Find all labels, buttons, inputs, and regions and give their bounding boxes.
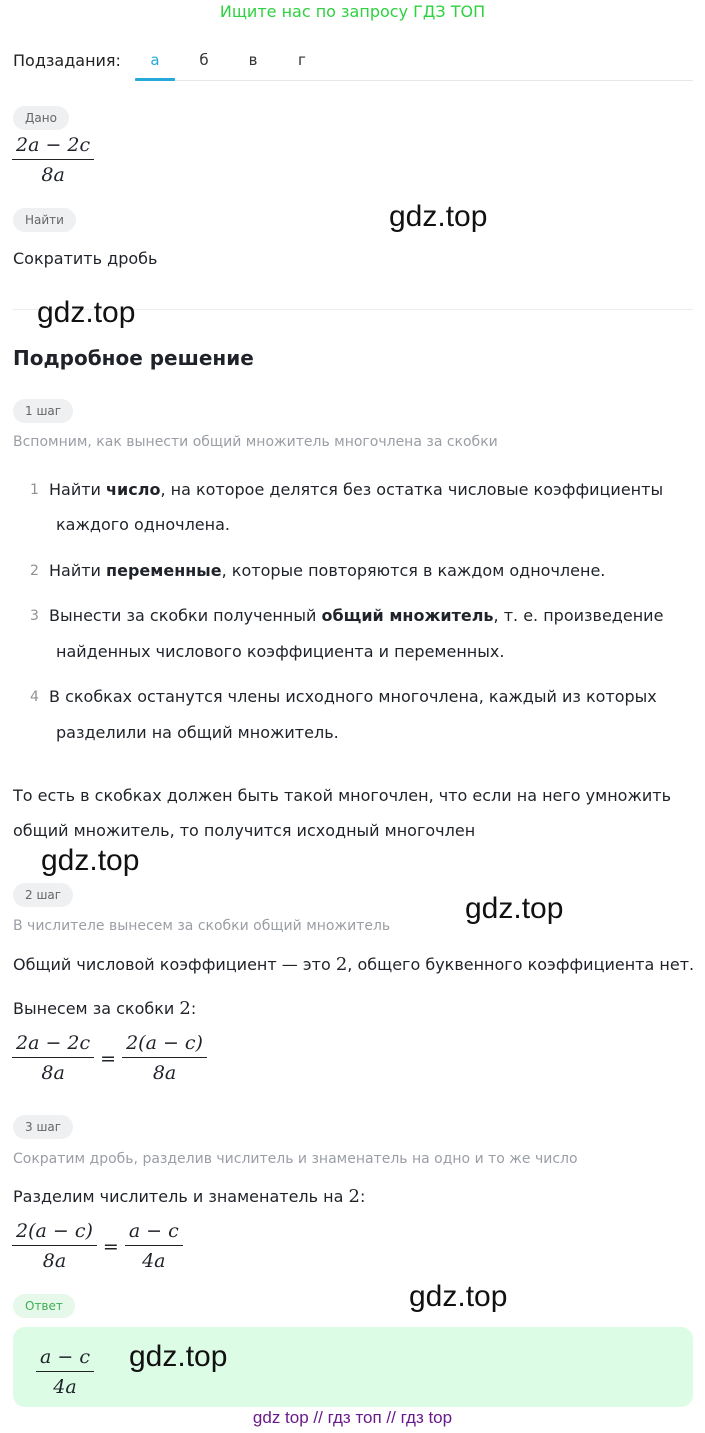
list-item-number: 3 xyxy=(30,608,39,624)
subtasks-label: Подзадания: xyxy=(13,51,121,70)
step2-line-2: Вынесем за скобки 2: xyxy=(13,998,197,1019)
rhs-numerator: 2(a − c) xyxy=(126,1032,203,1054)
step2-chip: 2 шаг xyxy=(13,883,73,907)
search-banner: Ищите нас по запросу ГДЗ ТОП xyxy=(219,2,486,21)
list-item-continuation: каждого одночлена. xyxy=(56,515,230,534)
list-item: Вынести за скобки полученный общий множитель, т. е. произведение xyxy=(49,606,664,625)
list-item-continuation: найденных числового коэффициента и переменных. xyxy=(56,642,505,661)
answer-box xyxy=(13,1327,693,1407)
answer-denominator: 4a xyxy=(53,1376,77,1398)
watermark: gdz.top xyxy=(41,844,140,877)
list-item: В скобках останутся члены исходного многочлена, каждый из которых xyxy=(49,687,657,706)
lhs-numerator: 2(a − c) xyxy=(16,1220,93,1242)
given-fraction xyxy=(12,136,94,185)
tab-g[interactable]: г xyxy=(298,51,306,69)
step1-caption: Вспомним, как вынести общий множитель многочлена за скобки xyxy=(13,434,498,450)
step2-line-1: Общий числовой коэффициент — это 2, общего буквенного коэффициента нет. xyxy=(13,954,695,975)
active-tab-indicator xyxy=(135,78,175,81)
step3-line: Разделим числитель и знаменатель на 2: xyxy=(13,1186,366,1207)
list-item-number: 4 xyxy=(30,689,39,705)
answer-numerator: a − c xyxy=(40,1346,90,1368)
step1-chip: 1 шаг xyxy=(13,399,73,423)
answer-fraction xyxy=(36,1348,94,1397)
watermark: gdz.top xyxy=(37,296,136,329)
tab-a[interactable]: а xyxy=(150,51,160,69)
find-chip: Найти xyxy=(13,208,76,232)
rhs-denominator: 4a xyxy=(142,1250,166,1272)
solution-heading: Подробное решение xyxy=(13,346,254,370)
summary-line-2: общий множитель, то получится исходный многочлен xyxy=(13,821,476,840)
equals-sign: = xyxy=(102,1235,119,1258)
step3-equation xyxy=(12,1222,183,1271)
lhs-numerator: 2a − 2c xyxy=(16,1032,91,1054)
step2-equation xyxy=(12,1034,207,1083)
equals-sign: = xyxy=(100,1047,117,1070)
list-item-number: 1 xyxy=(30,482,39,498)
rhs-numerator: a − c xyxy=(128,1220,179,1242)
step2-caption: В числителе вынесем за скобки общий множитель xyxy=(13,918,391,934)
watermark: gdz.top xyxy=(389,200,488,233)
footer-links: gdz top // гдз топ // гдз top xyxy=(252,1408,453,1427)
lhs-denominator: 8a xyxy=(41,1062,65,1084)
step3-caption: Сократим дробь, разделив числитель и знаменатель на одно и то же число xyxy=(13,1151,578,1167)
watermark: gdz.top xyxy=(409,1280,508,1313)
list-item: Найти число, на которое делятся без остатка числовые коэффициенты xyxy=(49,480,664,499)
list-item-continuation: разделили на общий множитель. xyxy=(56,723,339,742)
tab-v[interactable]: в xyxy=(248,51,258,69)
watermark: gdz.top xyxy=(465,892,564,925)
list-item-number: 2 xyxy=(30,563,39,579)
summary-line-1: То есть в скобках должен быть такой многочлен, что если на него умножить xyxy=(13,786,672,805)
lhs-denominator: 8a xyxy=(42,1250,67,1272)
list-item: Найти переменные, которые повторяются в каждом одночлене. xyxy=(49,561,606,580)
given-denominator: 8a xyxy=(41,164,65,186)
watermark: gdz.top xyxy=(129,1340,228,1373)
find-text: Сократить дробь xyxy=(13,249,158,268)
tabs-divider xyxy=(135,80,693,81)
rhs-denominator: 8a xyxy=(152,1062,177,1084)
given-numerator: 2a − 2c xyxy=(16,134,91,156)
step3-chip: 3 шаг xyxy=(13,1115,73,1139)
tab-b[interactable]: б xyxy=(199,51,209,69)
answer-chip: Ответ xyxy=(13,1294,75,1318)
given-chip: Дано xyxy=(13,106,69,130)
